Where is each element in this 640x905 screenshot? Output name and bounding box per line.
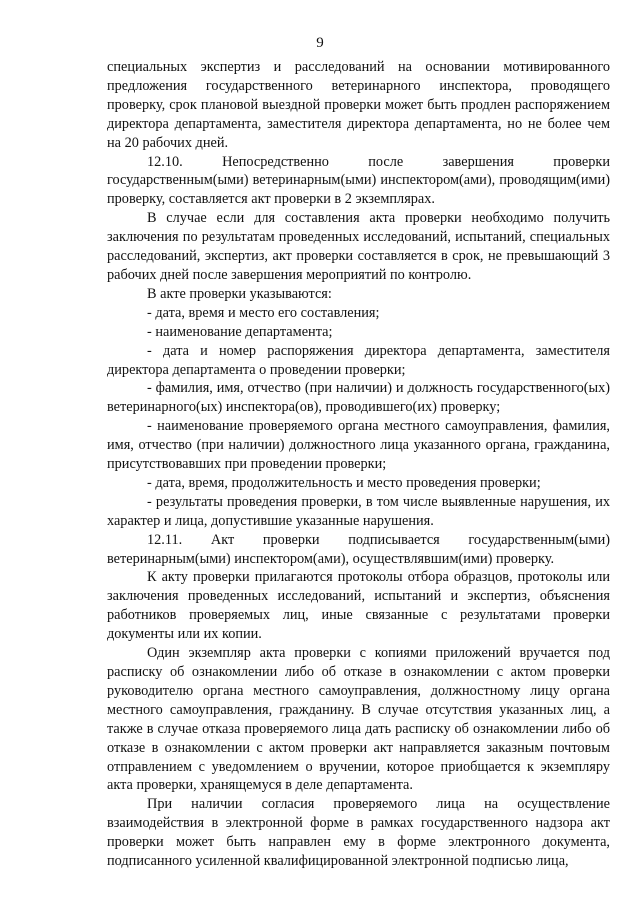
paragraph: - дата, время и место его составления; <box>147 304 380 321</box>
paragraph: - дата и номер распоряжения директора департамента, заместителя директора департамента о проведении проверки; <box>107 342 610 378</box>
paragraph: - результаты проведения проверки, в том числе выявленные нарушения, их характер и лица, допустившие указанные нарушения. <box>107 493 610 529</box>
paragraph: При наличии согласия проверяемого лица на осуществление взаимодействия в электронной форме в рамках государственного надзора акт проверки может быть направлен ему в форме электронного документа, подписанного усиленной квалифицированной электронной подписью лица, <box>107 796 610 870</box>
document-body <box>107 58 610 871</box>
paragraph: Один экземпляр акта проверки с копиями приложений вручается под расписку об ознакомлении либо об отказе в ознакомлении с актом проверки руководителю органа местного самоуправления, должностному лицу органа местного самоуправления, гражданину. В случае отсутствия указанных лиц, а также в случае отказа проверяемого лица дать расписку об ознакомлении либо об отказе в ознакомлении с актом проверки акт направляется заказным почтовым отправлением с уведомлением о вручении, которое приобщается к экземпляру акта проверки, хранящемуся в деле департамента. <box>107 645 610 794</box>
paragraph: - фамилия, имя, отчество (при наличии) и должность государственного(ых) ветеринарного(ых) инспектора(ов), проводившего(их) проверку; <box>107 380 610 416</box>
paragraph: 12.10. Непосредственно после завершения проверки государственным(ыми) ветеринарным(ыми) инспектором(ами), проводящим(ими) проверку, составляется акт проверки в 2 экземплярах. <box>107 153 610 208</box>
paragraph: В случае если для составления акта проверки необходимо получить заключения по результатам проведенных исследований, испытаний, специальных расследований, экспертиз, акт проверки составляется в срок, не превышающий 3 рабочих дней после завершения мероприятий по контролю. <box>107 210 610 283</box>
paragraph: специальных экспертиз и расследований на основании мотивированного предложения государственного ветеринарного инспектора, проводящего проверку, срок плановой выездной проверки может быть продлен распоряжением директора департамента, заместителя директора департамента, но не более чем на 20 рабочих дней. <box>107 59 610 151</box>
page-number: 9 <box>316 35 324 51</box>
paragraph: В акте проверки указываются: <box>147 285 332 302</box>
paragraph: - наименование проверяемого органа местного самоуправления, фамилия, имя, отчество (при наличии) должностного лица указанного органа, гражданина, присутствовавших при проведении проверки; <box>107 418 610 473</box>
paragraph: К акту проверки прилагаются протоколы отбора образцов, протоколы или заключения проведенных исследований, испытаний и экспертиз, объяснения работников проверяемых лиц, иные связанные с результатами проверки документы или их копии. <box>107 569 610 643</box>
paragraph: - дата, время, продолжительность и место проведения проверки; <box>147 474 541 491</box>
paragraph: - наименование департамента; <box>147 323 333 340</box>
paragraph: 12.11. Акт проверки подписывается государственным(ыми) ветеринарным(ыми) инспектором(ами), осуществлявшим(ими) проверку. <box>107 531 610 567</box>
